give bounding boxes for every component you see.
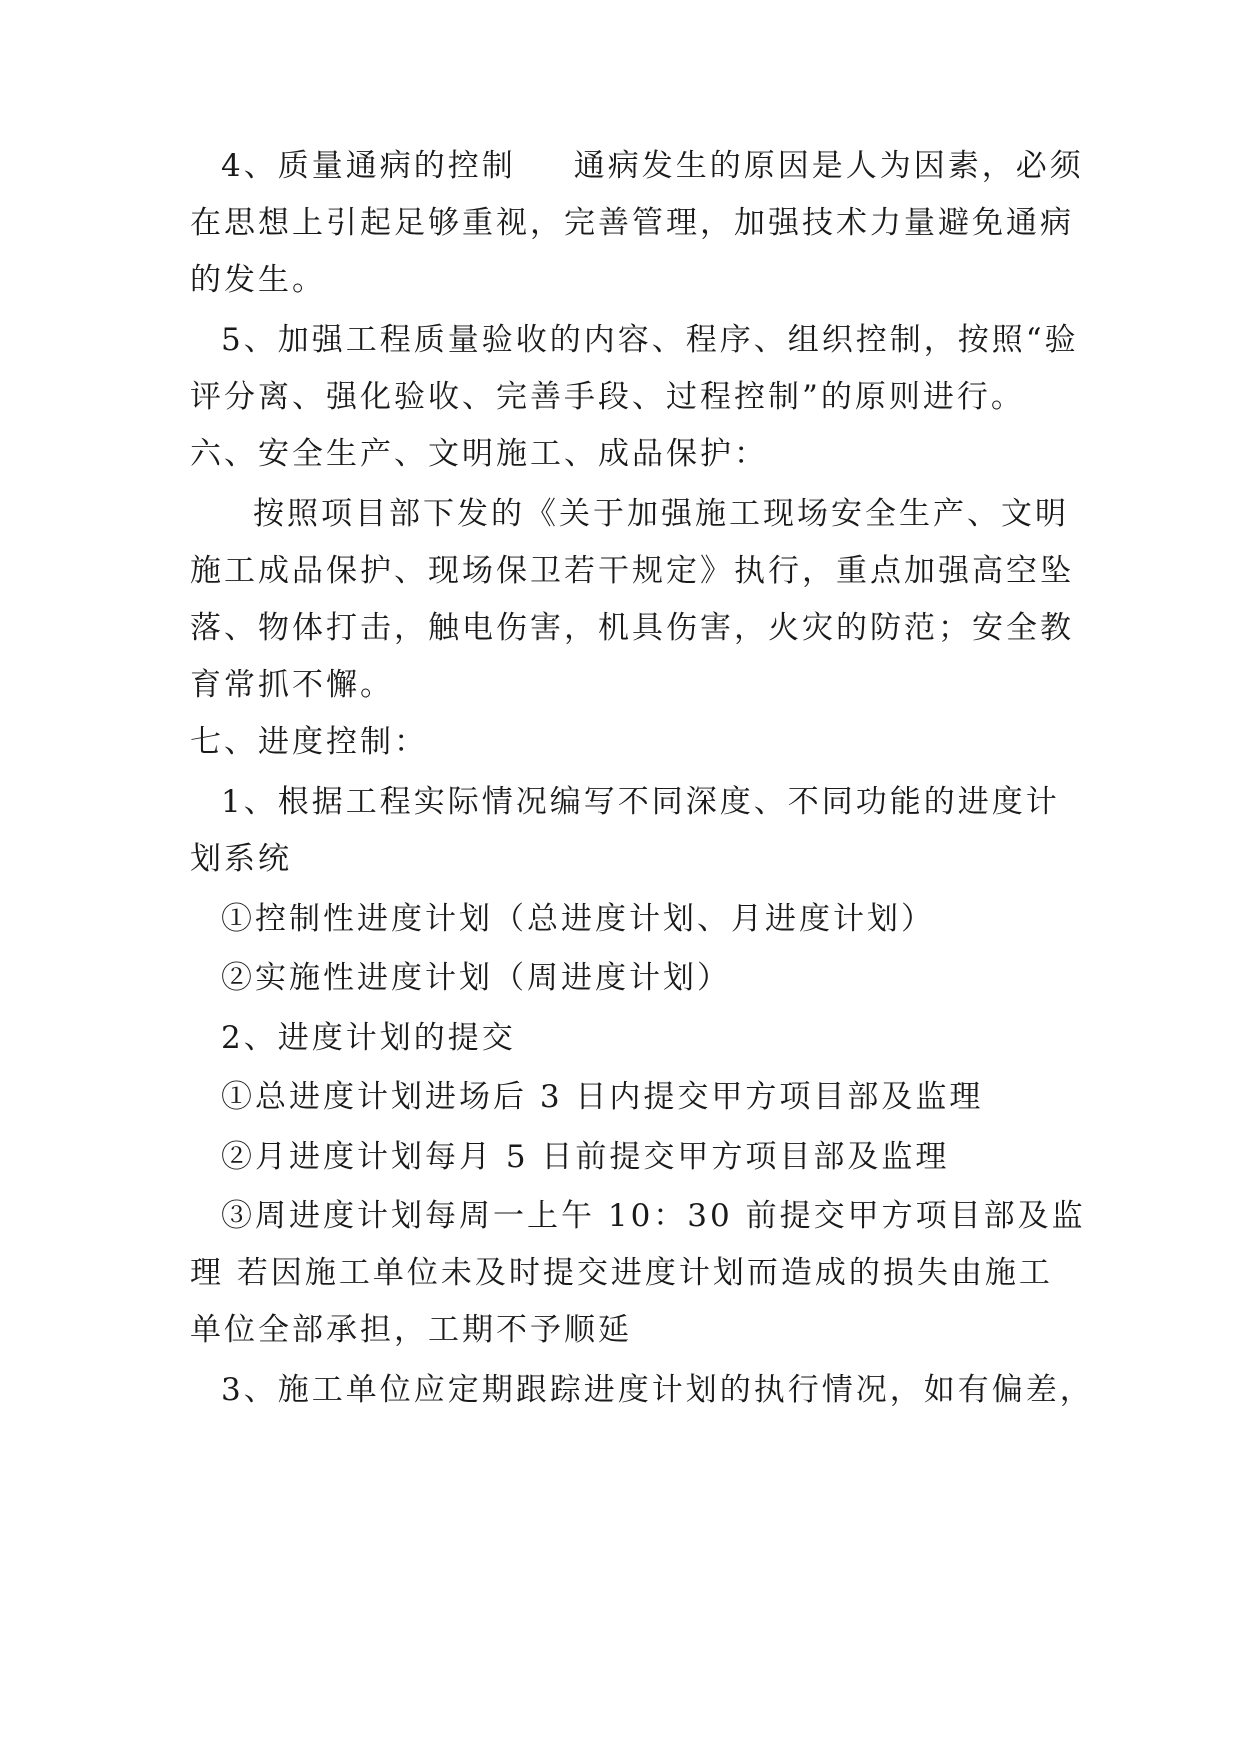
section6-line3: 落、物体打击，触电伤害，机具伤害，火灾的防范；安全教 <box>190 610 1074 646</box>
section7-p1-line2: 划系统 <box>190 841 292 877</box>
item5-line2: 评分离、强化验收、完善手段、过程控制”的原则进行。 <box>190 379 1025 415</box>
item4-body: 通病发生的原因是人为因素，必须 <box>573 148 1084 184</box>
section7-p2-sub3-line2: 理 若因施工单位未及时提交进度计划而造成的损失由施工 <box>190 1255 1053 1291</box>
section7-p1-sub2: ②实施性进度计划（周进度计划） <box>221 960 731 996</box>
section7-p2-sub3-line3: 单位全部承担，工期不予顺延 <box>190 1312 632 1348</box>
item5-line1: 5、加强工程质量验收的内容、程序、组织控制，按照“验 <box>221 322 1079 358</box>
section6-line1: 按照项目部下发的《关于加强施工现场安全生产、文明 <box>253 496 1069 532</box>
section7-heading: 七、进度控制： <box>190 724 428 760</box>
section6-heading: 六、安全生产、文明施工、成品保护： <box>190 436 768 472</box>
section6-line2: 施工成品保护、现场保卫若干规定》执行，重点加强高空坠 <box>190 553 1074 589</box>
section7-p3-line1: 3、施工单位应定期跟踪进度计划的执行情况，如有偏差， <box>221 1372 1094 1408</box>
item4-title: 4、质量通病的控制 <box>221 148 516 184</box>
item4-line1 <box>221 146 1084 186</box>
section6-line4: 育常抓不懈。 <box>190 667 394 703</box>
section7-p2-sub3-line1: ③周进度计划每周一上午 10：30 前提交甲方项目部及监 <box>221 1198 1086 1234</box>
item4-line2: 在思想上引起足够重视，完善管理，加强技术力量避免通病 <box>190 205 1074 241</box>
item4-line3: 的发生。 <box>190 262 326 298</box>
section7-p2-sub2: ②月进度计划每月 5 日前提交甲方项目部及监理 <box>221 1139 950 1175</box>
section7-p2-title: 2、进度计划的提交 <box>221 1020 516 1056</box>
section7-p1-sub1: ①控制性进度计划（总进度计划、月进度计划） <box>221 901 935 937</box>
section7-p2-sub1: ①总进度计划进场后 3 日内提交甲方项目部及监理 <box>221 1079 984 1115</box>
section7-p1-line1: 1、根据工程实际情况编写不同深度、不同功能的进度计 <box>221 784 1060 820</box>
